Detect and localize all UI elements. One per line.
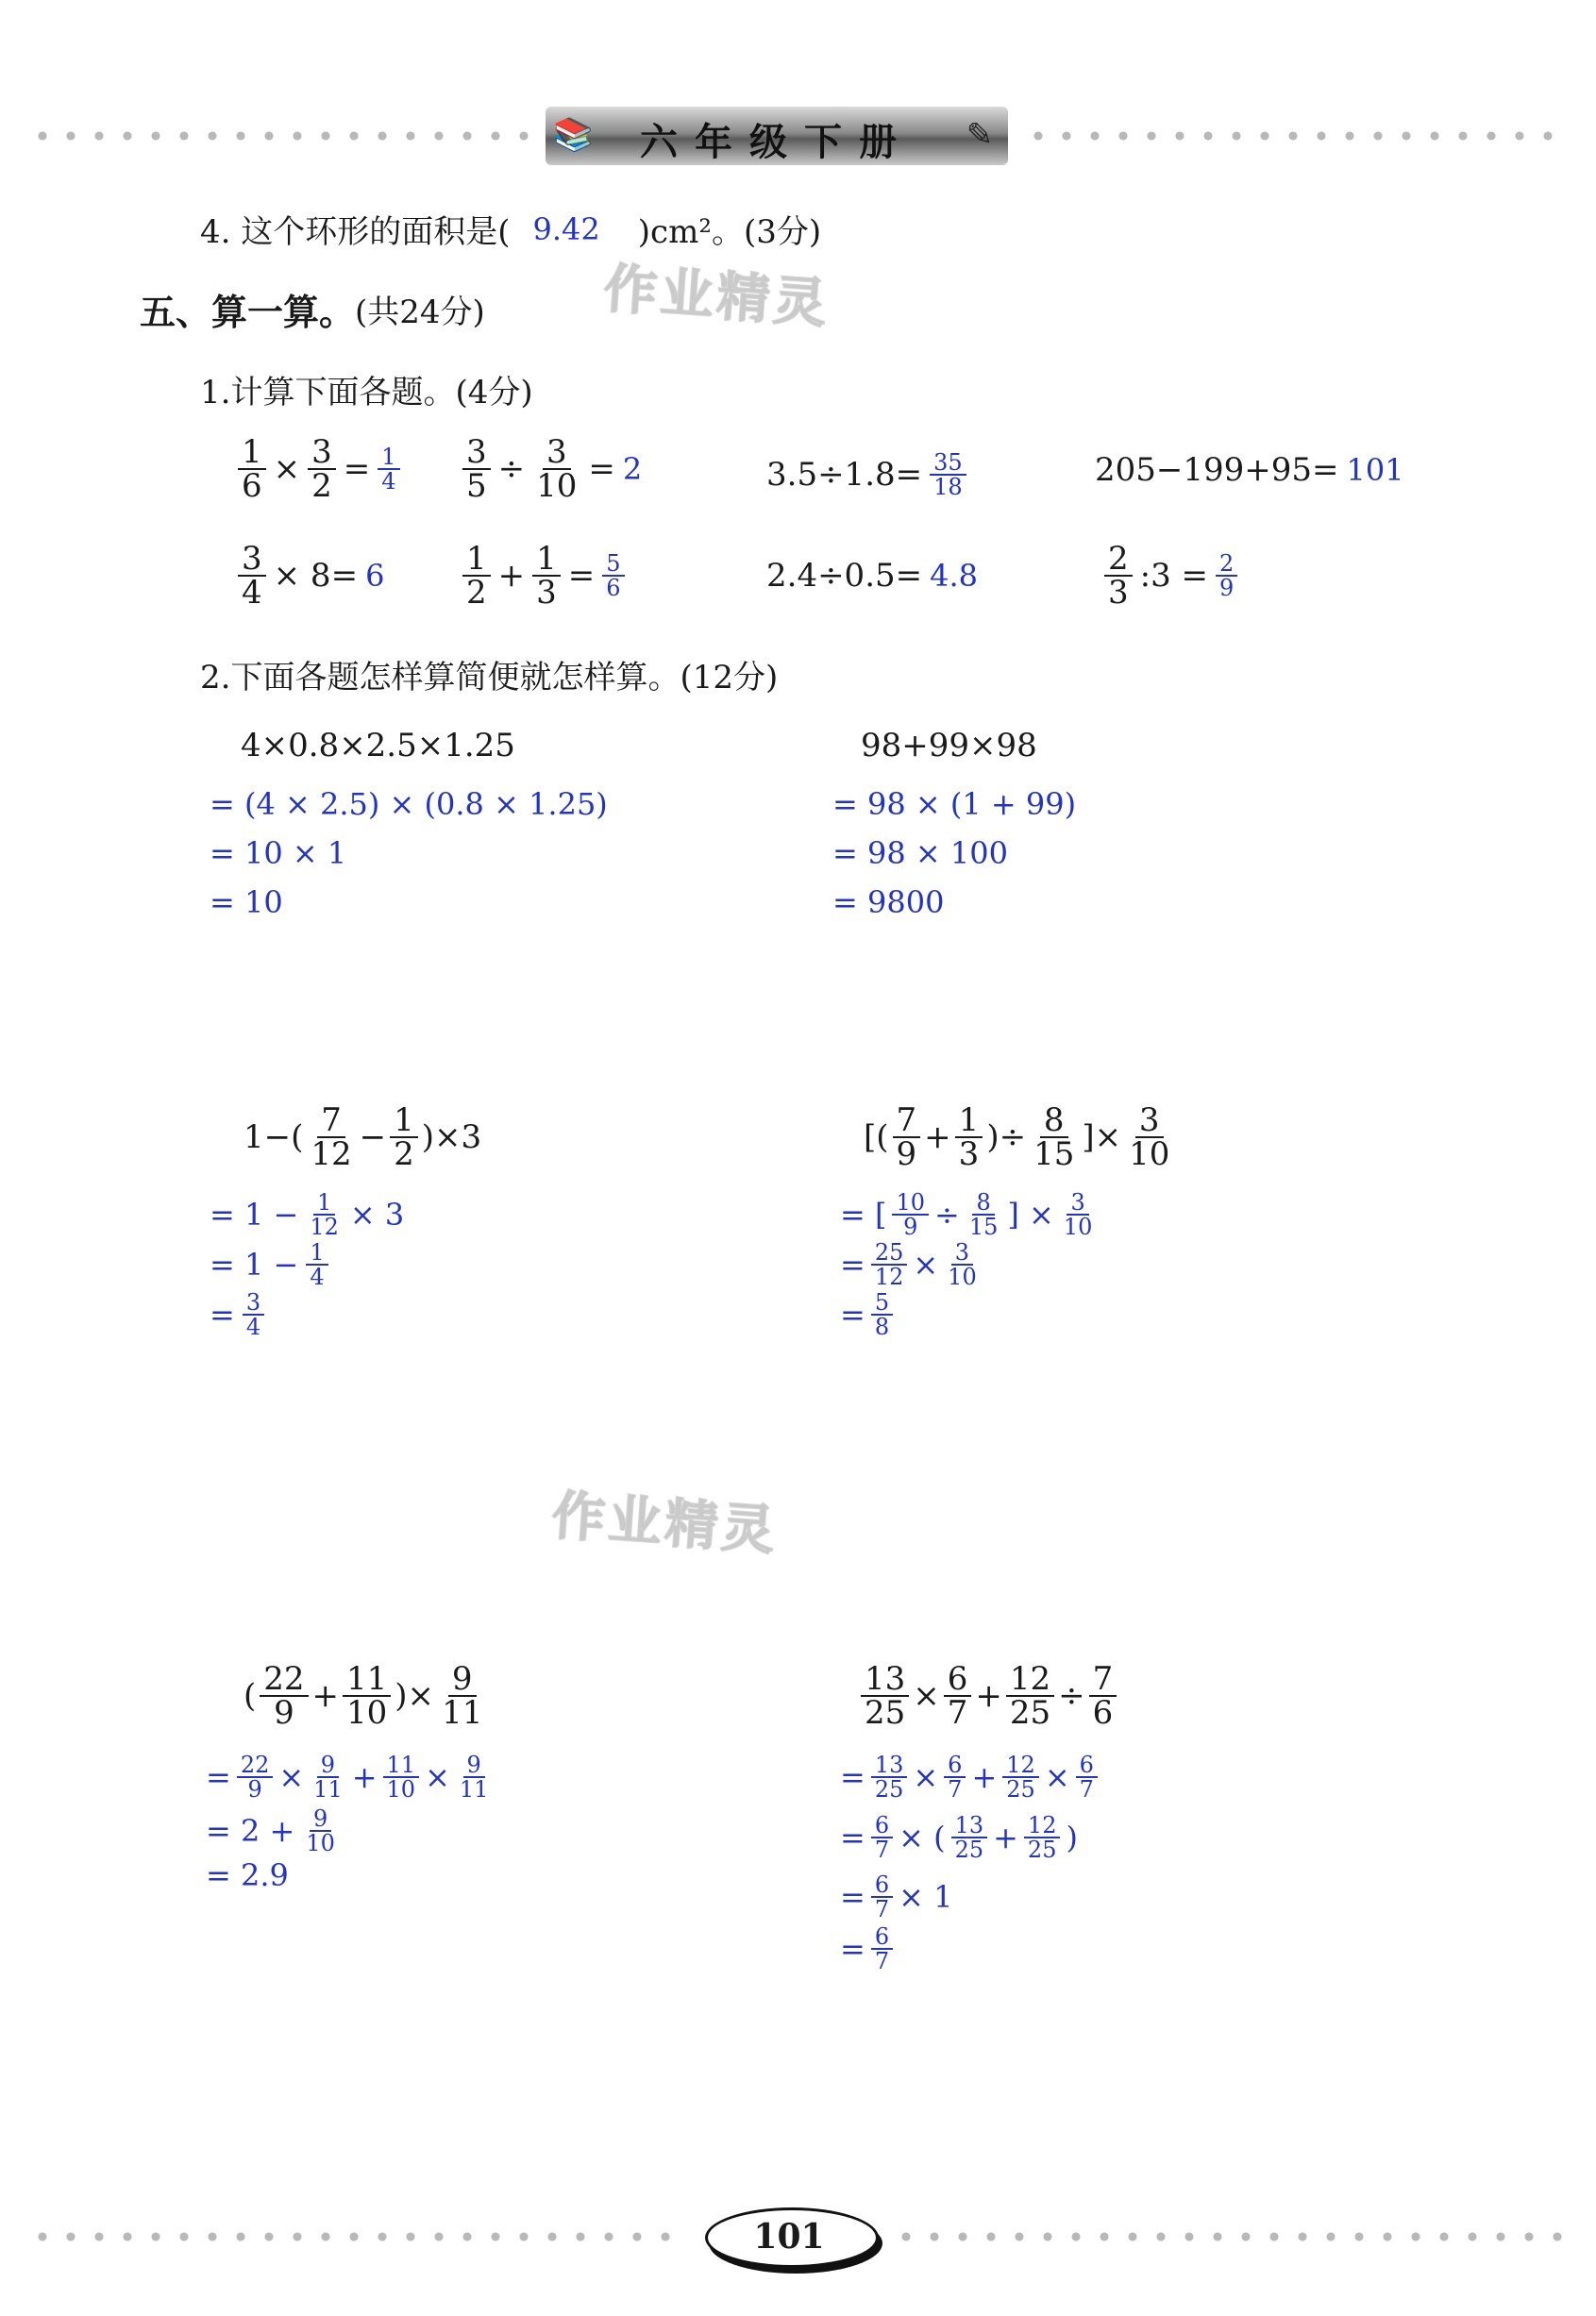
calc-8 [1104,540,1237,612]
p5-step-2 [206,1807,339,1854]
fraction-num: 11 [343,1663,391,1697]
p1-step-3: = 10 [210,884,283,920]
calc-5 [238,540,385,612]
step-text: = [210,1297,235,1333]
fraction-den: 25 [1006,1776,1035,1803]
step-text: = [840,1820,865,1855]
fraction-den: 3 [536,574,557,612]
fraction-num: 7 [1089,1663,1117,1697]
fraction-num: 11 [383,1754,420,1778]
fraction-num: 9 [463,1754,485,1778]
operator: × [913,1677,940,1715]
p3-pre: 1−( [244,1118,304,1156]
fraction-den: 7 [947,1694,968,1732]
p1-expression: 4×0.8×2.5×1.25 [241,727,515,764]
fraction-num: 3 [1135,1104,1164,1138]
fraction-den: 11 [442,1694,483,1732]
operator: ]× [1082,1118,1122,1156]
calc-6 [462,540,625,612]
fraction-den: 6 [1092,1694,1114,1732]
header-dots-right [1024,131,1571,141]
p3-post: )×3 [421,1118,482,1156]
fraction-den: 10 [536,467,578,505]
operator: × [273,450,301,488]
p4-step-1 [840,1191,1096,1238]
fraction-num: 3 [543,436,571,470]
fraction-den: 10 [346,1694,388,1732]
operator: × [913,1759,939,1795]
p1-step-1: = (4 × 2.5) × (0.8 × 1.25) [210,786,608,822]
p5-expression [244,1660,486,1732]
equals: = [588,450,615,488]
section-5-title: 五、算一算。 [140,292,356,333]
fraction-num: 1 [313,1191,335,1216]
operator: )÷ [986,1118,1027,1156]
fraction-num: 6 [871,1925,893,1950]
answer-num: 5 [602,552,624,577]
calc-7 [766,557,978,595]
p2-step-3: = 9800 [832,884,945,920]
expression: 2.4÷0.5= [766,557,923,595]
operator: ÷ [934,1197,960,1233]
book-icon: 📚 [553,116,594,154]
expression-rest: × 8= [273,557,359,595]
p3-step-3 [210,1291,264,1338]
q4-unit: )cm²。(3分) [637,213,822,251]
fraction-num: 5 [871,1291,893,1316]
fraction-num: 1 [532,543,561,577]
p3-expression [244,1101,482,1173]
fraction-den: 10 [948,1264,977,1290]
step-text: = [840,1247,865,1283]
fraction-den: 3 [1108,574,1129,612]
p5-step-3: = 2.9 [206,1857,289,1893]
fraction-den: 12 [874,1264,904,1290]
fraction-den: 10 [386,1776,416,1803]
fraction-num: 22 [260,1663,308,1697]
fraction-num: 3 [308,436,336,470]
fraction-den: 10 [1129,1135,1170,1173]
operator: + [993,1820,1018,1855]
calc-3 [766,451,966,498]
operator: − [359,1118,387,1156]
expression-rest: :3 = [1139,557,1209,595]
fraction-num: 9 [448,1663,477,1697]
q4-answer: 9.42 [532,210,600,247]
fraction-num: 7 [893,1104,921,1138]
operator: + [311,1677,340,1715]
p6-step-1 [840,1754,1098,1801]
page-number: 101 [753,2217,825,2257]
step-text: = 1 − [210,1247,299,1283]
fraction-den: 2 [466,574,487,612]
operator: × [278,1759,305,1795]
p6-expression [861,1660,1117,1732]
fraction-den: 7 [948,1776,963,1803]
fraction-num: 3 [243,1291,264,1316]
fraction-num: 1 [955,1104,983,1138]
fraction-num: 3 [1067,1191,1088,1216]
operator: × [425,1759,450,1795]
fraction-den: 4 [242,574,262,612]
p4-step-3 [840,1291,893,1338]
p1-step-2: = 10 × 1 [210,835,347,871]
p4-step-2 [840,1241,981,1288]
page-number-badge [705,2202,873,2268]
fraction-den: 12 [310,1214,339,1240]
fraction-den: 11 [313,1776,343,1803]
fraction-num: 6 [944,1754,966,1778]
step-text: = [ [840,1197,887,1233]
fraction-num: 12 [1024,1814,1061,1838]
operator: ) [1066,1820,1078,1855]
p6-step-3 [840,1873,952,1921]
fraction-den: 25 [865,1694,906,1732]
fraction-num: 13 [871,1754,908,1778]
fraction-den: 2 [394,1135,414,1173]
fraction-num: 1 [390,1104,418,1138]
fraction-num: 13 [861,1663,909,1697]
p2-expression: 98+99×98 [861,727,1037,764]
fraction-den: 7 [1079,1776,1094,1803]
fraction-den: 5 [466,467,487,505]
fraction-den: 6 [242,467,262,505]
fraction-den: 25 [874,1776,904,1803]
step-text: = 1 − [210,1197,299,1233]
answer-den: 9 [1219,575,1235,601]
expression: 3.5÷1.8= [766,456,923,494]
answer-den: 4 [381,468,396,495]
answer: 2 [622,451,643,487]
operator: × ( [899,1820,946,1855]
answer: 101 [1346,452,1404,488]
header-dots-left [28,131,529,141]
equals: = [343,450,371,488]
answer-num: 35 [930,451,966,476]
fraction-den: 25 [1009,1694,1051,1732]
fraction-num: 1 [306,1241,328,1266]
fraction-num: 6 [1076,1754,1098,1778]
fraction-den: 10 [1063,1214,1093,1240]
operator: + [975,1677,1002,1715]
fraction-num: 10 [892,1191,929,1216]
fraction-den: 9 [903,1214,918,1240]
calc-2 [462,433,643,505]
fraction-den: 9 [247,1776,262,1803]
p5-step-1 [206,1754,492,1801]
fraction-den: 4 [245,1314,261,1340]
pen-icon: ✎ [966,116,994,154]
header-banner [546,107,1008,165]
watermark-2: 作业精灵 [549,1485,781,1563]
p6-step-2 [840,1814,1078,1861]
p2-step-1: = 98 × (1 + 99) [832,786,1077,822]
answer: 4.8 [930,558,979,594]
part-1-title: 1.计算下面各题。(4分) [200,374,533,411]
fraction-num: 13 [951,1814,988,1838]
step-text: × 1 [899,1879,953,1915]
fraction-num: 2 [1104,543,1133,577]
fraction-den: 4 [310,1264,325,1290]
step-text: ] × [1007,1197,1054,1233]
fraction-num: 3 [462,436,491,470]
expression: 205−199+95= [1095,451,1339,489]
operator: ÷ [1058,1677,1085,1715]
section-5-heading [140,283,485,335]
fraction-num: 1 [462,543,491,577]
step-text: = [840,1759,865,1795]
fraction-num: 8 [1040,1104,1068,1138]
fraction-num: 9 [317,1754,339,1778]
fraction-num: 6 [871,1814,893,1838]
fraction-den: 7 [874,1948,890,1974]
p5-pre: ( [244,1677,257,1715]
fraction-num: 3 [951,1241,973,1266]
operator: × [1044,1759,1070,1795]
fraction-num: 9 [310,1807,331,1832]
p2-step-2: = 98 × 100 [832,835,1008,871]
step-text: × 3 [349,1197,405,1233]
q4-text: 4. 这个环形的面积是( [200,213,511,251]
fraction-den: 10 [306,1830,335,1856]
fraction-num: 12 [1002,1754,1039,1778]
header-title: 六年级下册 [640,121,914,164]
fraction-den: 3 [958,1135,980,1173]
answer-num: 2 [1216,552,1237,577]
fraction-num: 25 [871,1241,908,1266]
p3-step-2 [210,1241,328,1288]
fraction-den: 9 [896,1135,917,1173]
fraction-den: 7 [874,1837,890,1863]
calc-4 [1095,451,1404,489]
p6-step-4 [840,1925,893,1972]
fraction-num: 3 [238,543,266,577]
operator: + [971,1759,998,1795]
fraction-num: 22 [237,1754,274,1778]
fraction-den: 15 [1033,1135,1075,1173]
fraction-den: 9 [274,1694,294,1732]
part-2-title: 2.下面各题怎样算简便就怎样算。(12分) [200,659,779,696]
watermark-1: 作业精灵 [601,258,832,336]
fraction-num: 7 [317,1104,345,1138]
section-5-score: (共24分) [355,294,485,331]
answer: 6 [365,558,385,594]
answer-den: 18 [933,474,963,500]
operator: + [924,1118,951,1156]
p3-step-1 [210,1191,404,1238]
operator: + [351,1759,378,1795]
fraction-den: 25 [954,1837,984,1863]
step-text: = [206,1759,231,1795]
operator: + [497,557,526,595]
step-text: = [840,1931,865,1967]
operator: ÷ [497,450,526,488]
fraction-den: 25 [1027,1837,1057,1863]
fraction-num: 8 [972,1191,994,1216]
calc-1 [238,433,400,505]
fraction-num: 6 [871,1873,893,1898]
step-text: = [840,1879,865,1915]
fraction-num: 6 [944,1663,972,1697]
p4-expression [864,1101,1173,1173]
footer-dots-left [28,2232,689,2241]
fraction-num: 1 [238,436,266,470]
fraction-num: 12 [1006,1663,1054,1697]
fraction-den: 7 [874,1896,890,1922]
p4-pre: [( [864,1118,889,1156]
footer-dots-right [892,2232,1571,2241]
operator: × [913,1247,939,1283]
answer-den: 6 [606,575,621,601]
fraction-den: 8 [874,1314,890,1340]
step-text: = [840,1297,865,1333]
operator: )× [395,1677,435,1715]
fraction-den: 2 [311,467,332,505]
answer-num: 1 [378,445,399,470]
fraction-den: 15 [968,1214,999,1240]
step-text: = 2 + [206,1813,295,1849]
equals: = [567,557,596,595]
fraction-den: 12 [311,1135,352,1173]
question-4 [200,206,821,252]
fraction-den: 11 [459,1776,489,1803]
